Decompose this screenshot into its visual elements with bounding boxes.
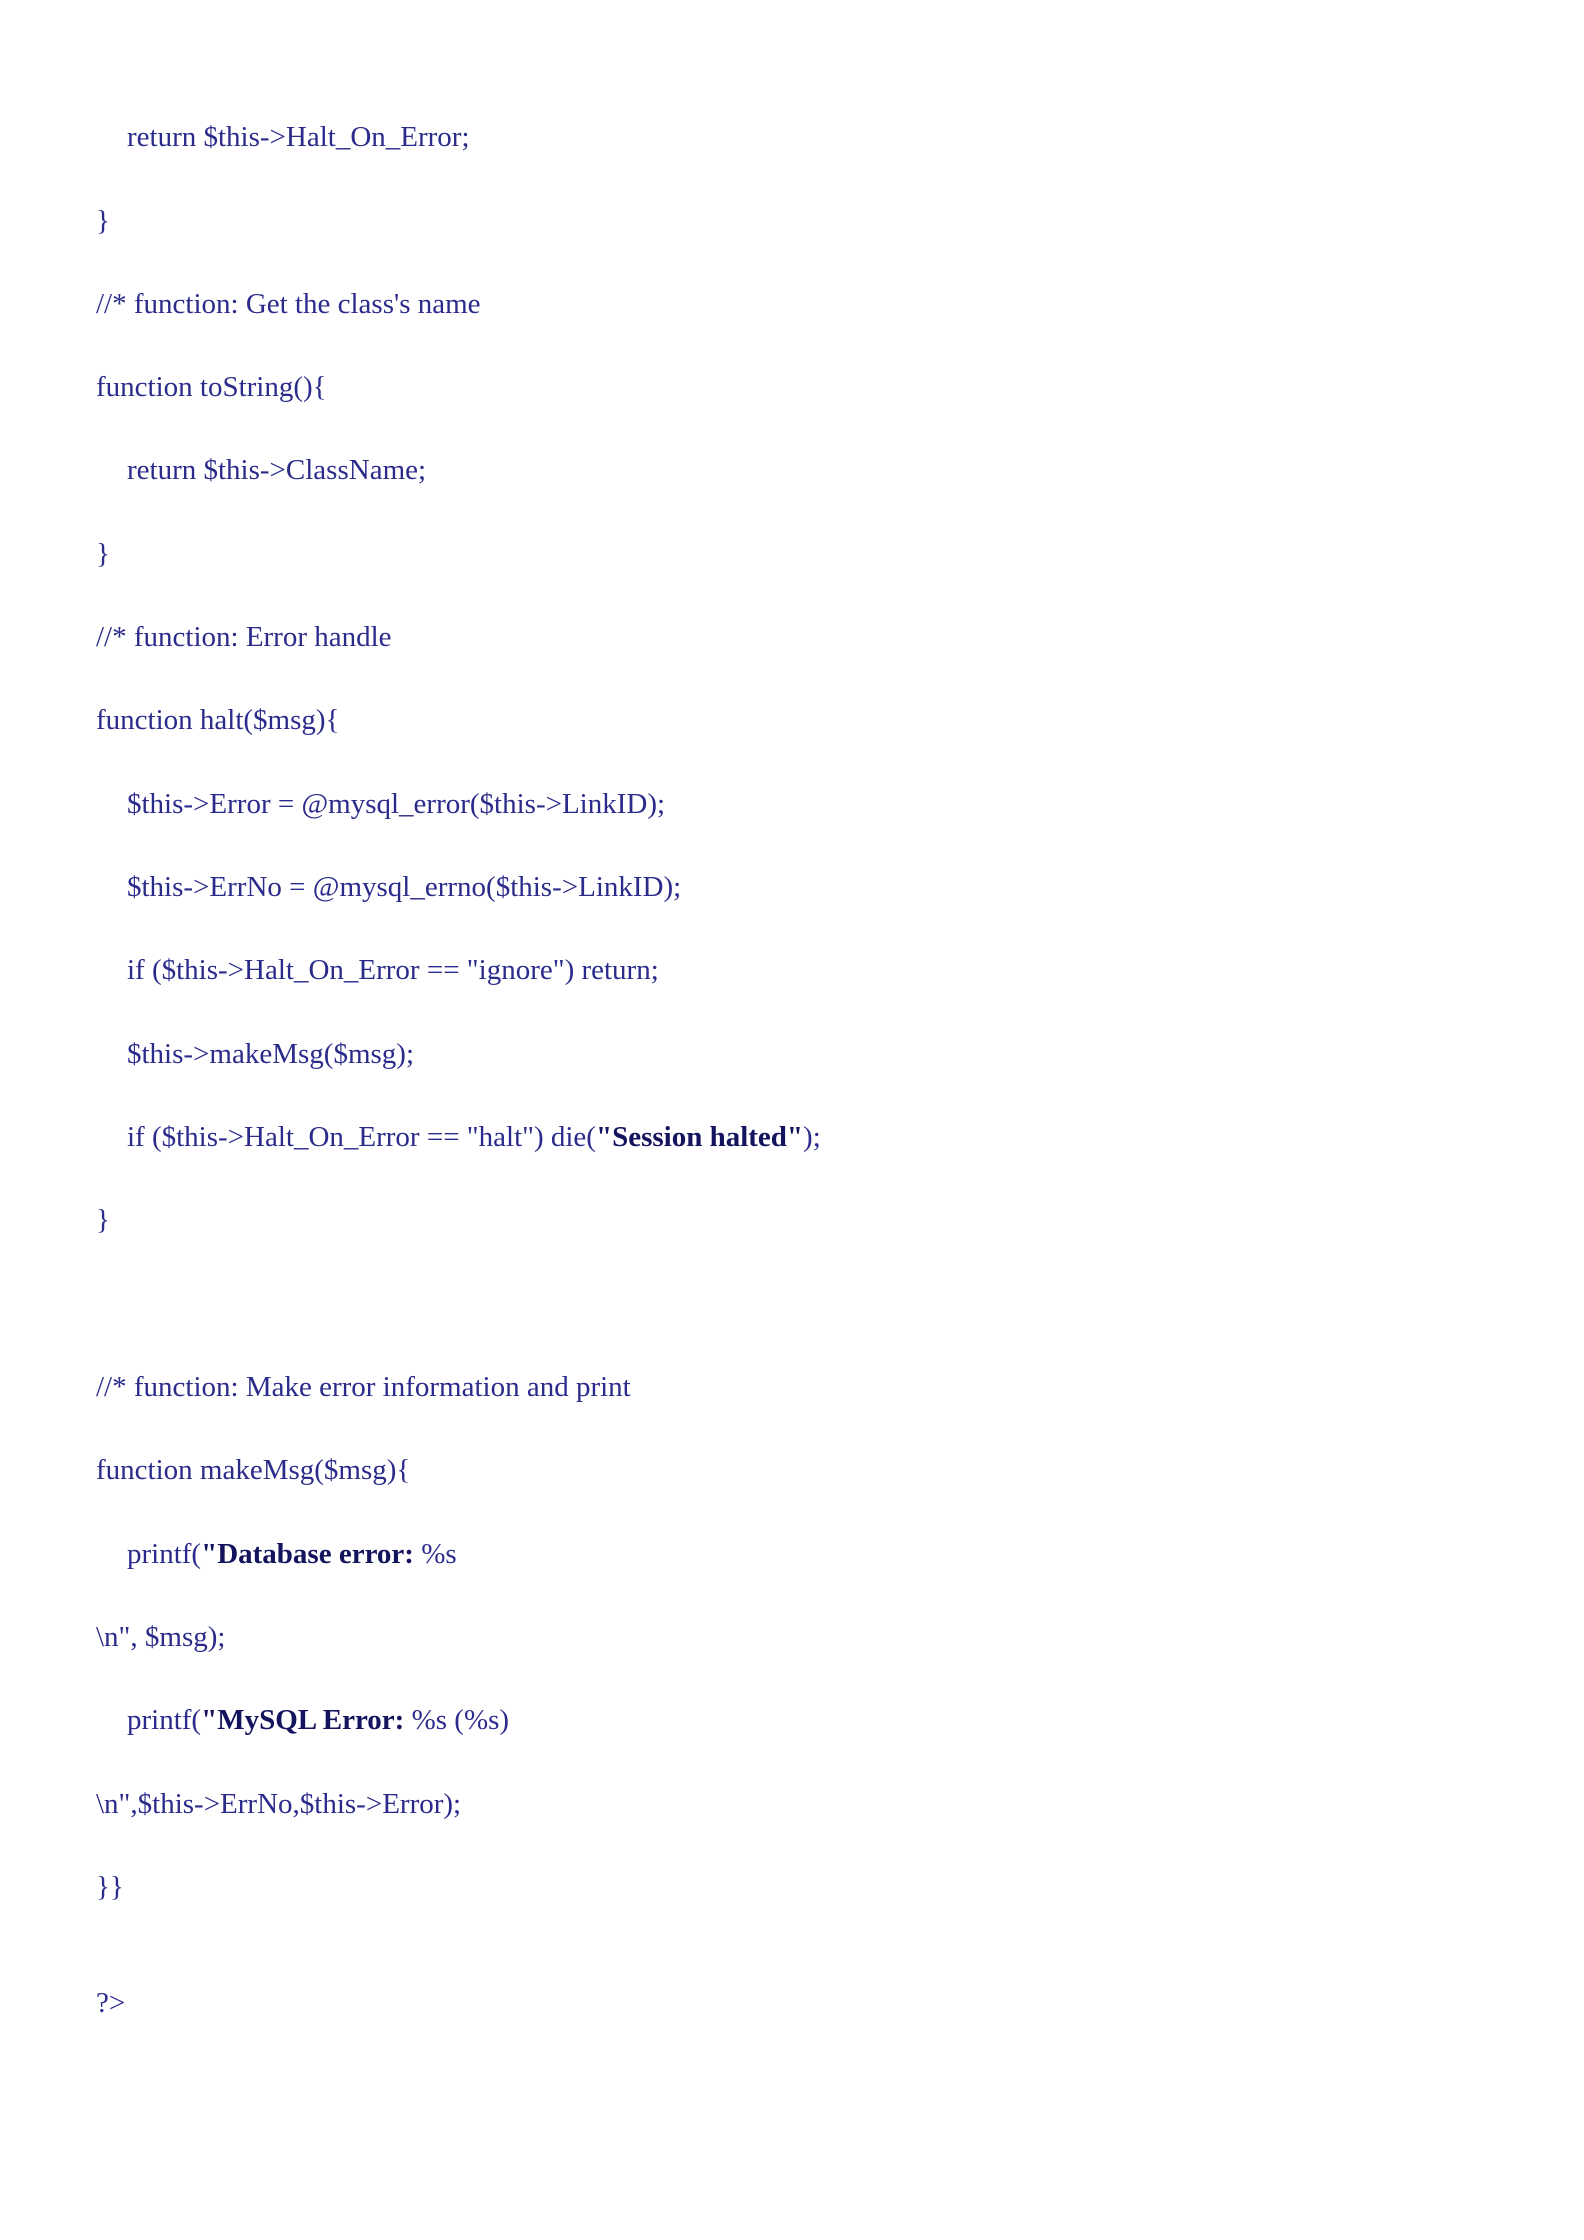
code-text: %s: [413, 1538, 457, 1570]
code-line: \n",$this->ErrNo,$this->Error);: [96, 1788, 462, 1820]
code-line: }}: [96, 1871, 124, 1903]
code-line: $this->Error = @mysql_error($this->LinkID);: [127, 788, 666, 820]
code-line: return $this->Halt_On_Error;: [127, 121, 470, 153]
code-text: printf(: [127, 1704, 202, 1736]
code-text: printf(: [127, 1538, 202, 1570]
code-line: [127, 1702, 509, 1738]
code-line: ?>: [96, 1987, 126, 2019]
string-literal: "MySQL Error:: [201, 1704, 405, 1736]
code-text: );: [803, 1121, 821, 1153]
code-line: [127, 1119, 821, 1155]
code-line: }: [96, 538, 110, 570]
code-line: function halt($msg){: [96, 704, 340, 736]
code-text: %s (%s): [404, 1704, 510, 1736]
code-line: }: [96, 1204, 110, 1236]
code-comment: //* function: Get the class's name: [96, 288, 481, 320]
code-line: function toString(){: [96, 371, 327, 403]
code-line: \n", $msg);: [96, 1621, 226, 1653]
code-comment: //* function: Error handle: [96, 621, 392, 653]
code-line: return $this->ClassName;: [127, 454, 427, 486]
code-line: $this->makeMsg($msg);: [127, 1038, 414, 1070]
code-text: if ($this->Halt_On_Error == "halt") die(: [127, 1121, 596, 1153]
string-literal: "Session halted": [595, 1121, 804, 1153]
code-line: [127, 1536, 457, 1572]
string-literal: "Database error:: [201, 1538, 414, 1570]
code-line: function makeMsg($msg){: [96, 1454, 411, 1486]
code-comment: //* function: Make error information and print: [96, 1371, 631, 1403]
code-line: }: [96, 205, 110, 237]
code-line: $this->ErrNo = @mysql_errno($this->LinkID);: [127, 871, 682, 903]
code-line: if ($this->Halt_On_Error == "ignore") return;: [127, 954, 659, 986]
